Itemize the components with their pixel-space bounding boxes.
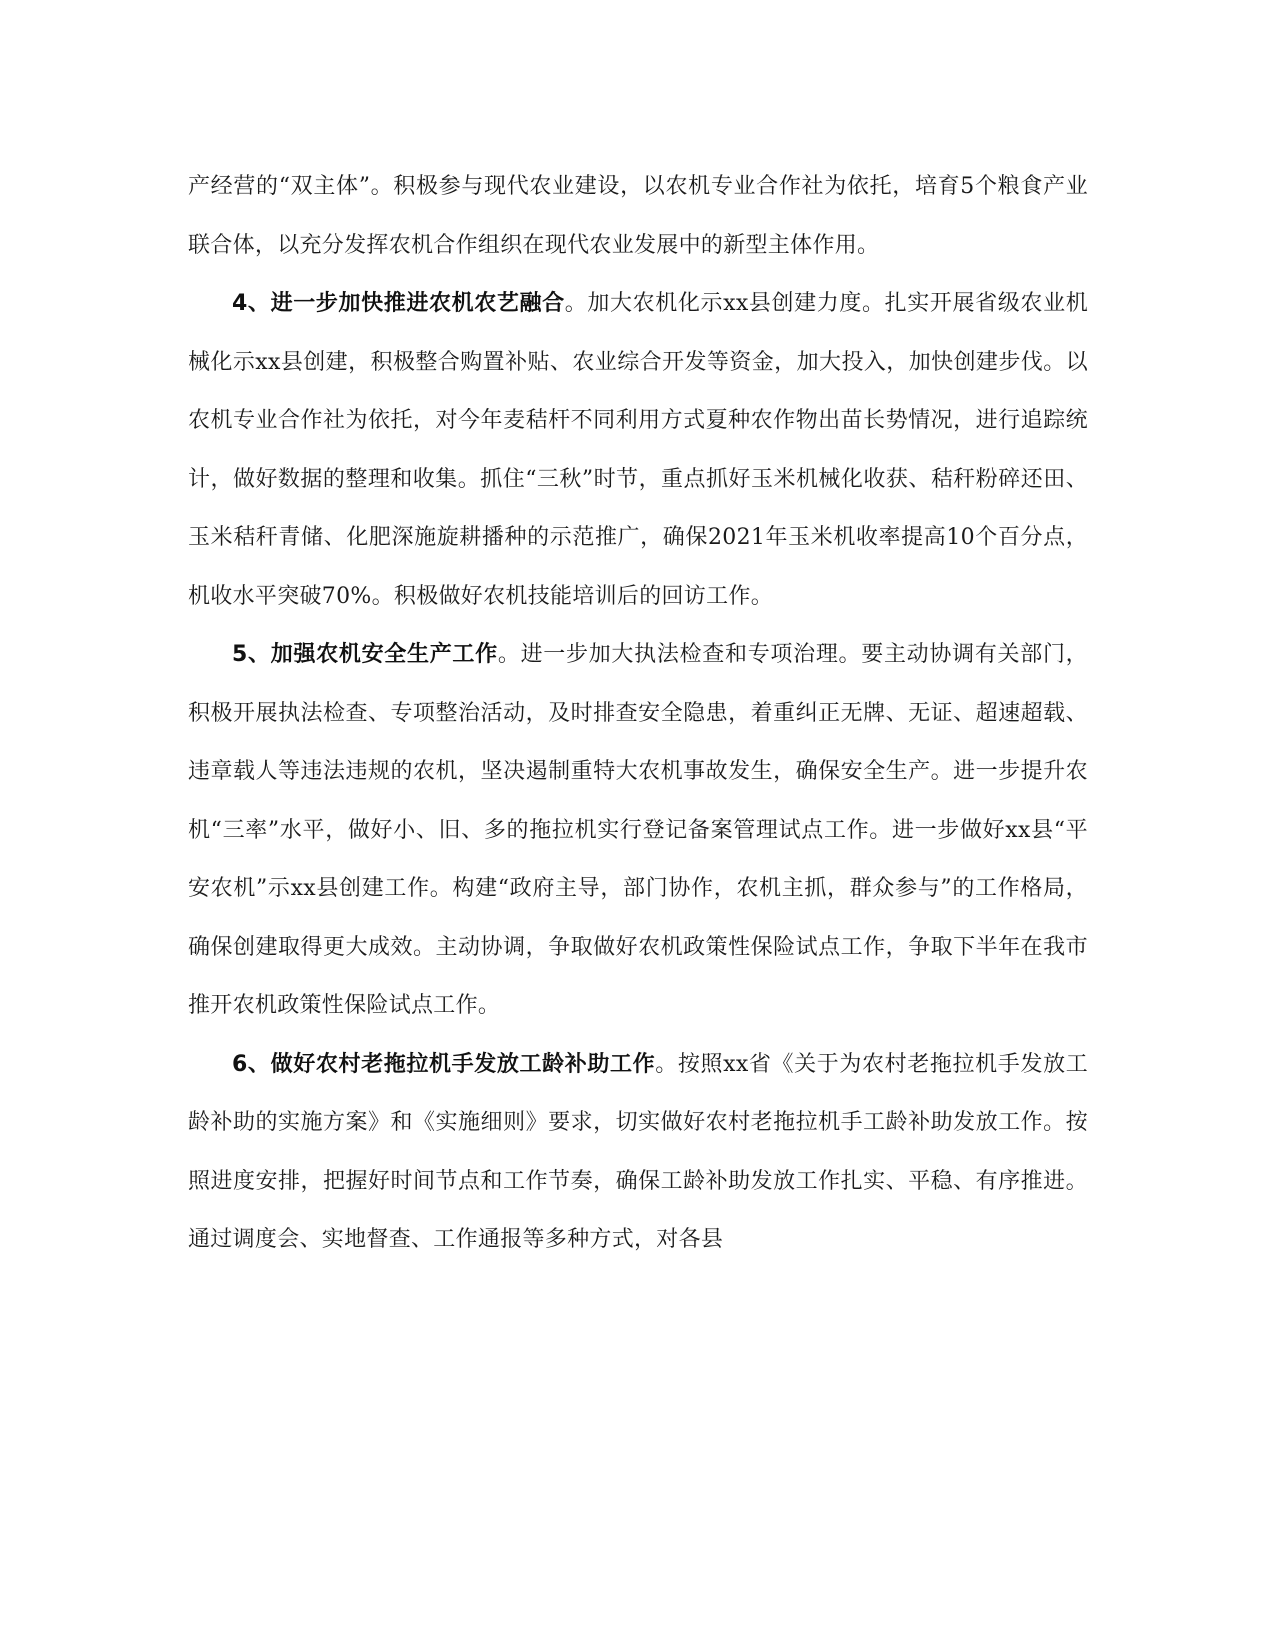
section-heading: 6、做好农村老拖拉机手发放工龄补助工作	[232, 1051, 656, 1077]
section-heading: 5、加强农机安全生产工作	[232, 642, 498, 667]
document-body	[188, 158, 1088, 1270]
paragraph-text: 。进一步加大执法检查和专项治理。要主动协调有关部门，积极开展执法检查、专项整治活动，及时排查安全隐患，着重纠正无牌、无证、超速超载、违章载人等违法违规的农机，坚决遏制重特大农机事故发生，确保安全生产。进一步提升农机“三率”水平，做好小、旧、多的拖拉机实行登记备案管理试点工作。进一步做好xx县“平安农机”示xx县创建工作。构建“政府主导，部门协作，农机主抓，群众参与”的工作格局，确保创建取得更大成效。主动协调，争取做好农机政策性保险试点工作，争取下半年在我市推开农机政策性保险试点工作。	[188, 642, 1088, 1018]
paragraph-continuation	[188, 158, 1088, 275]
paragraph-section-5	[188, 626, 1088, 1036]
paragraph-text: 。按照xx省《关于为农村老拖拉机手发放工龄补助的实施方案》和《实施细则》要求，切实做好农村老拖拉机手工龄补助发放工作。按照进度安排，把握好时间节点和工作节奏，确保工龄补助发放工作扎实、平稳、有序推进。通过调度会、实地督查、工作通报等多种方式，对各县	[188, 1051, 1088, 1252]
paragraph-section-6	[188, 1036, 1088, 1270]
section-heading: 4、进一步加快推进农机农艺融合	[232, 291, 565, 316]
paragraph-text: 。加大农机化示xx县创建力度。扎实开展省级农业机械化示xx县创建，积极整合购置补贴、农业综合开发等资金，加大投入，加快创建步伐。以农机专业合作社为依托，对今年麦秸杆不同利用方式夏种农作物出苗长势情况，进行追踪统计，做好数据的整理和收集。抓住“三秋”时节，重点抓好玉米机械化收获、秸秆粉碎还田、玉米秸秆青储、化肥深施旋耕播种的示范推广，确保2021年玉米机收率提高10个百分点，机收水平突破70%。积极做好农机技能培训后的回访工作。	[188, 291, 1088, 609]
paragraph-section-4	[188, 275, 1088, 626]
paragraph-text: 产经营的“双主体”。积极参与现代农业建设，以农机专业合作社为依托，培育5个粮食产业联合体，以充分发挥农机合作组织在现代农业发展中的新型主体作用。	[188, 174, 1088, 258]
